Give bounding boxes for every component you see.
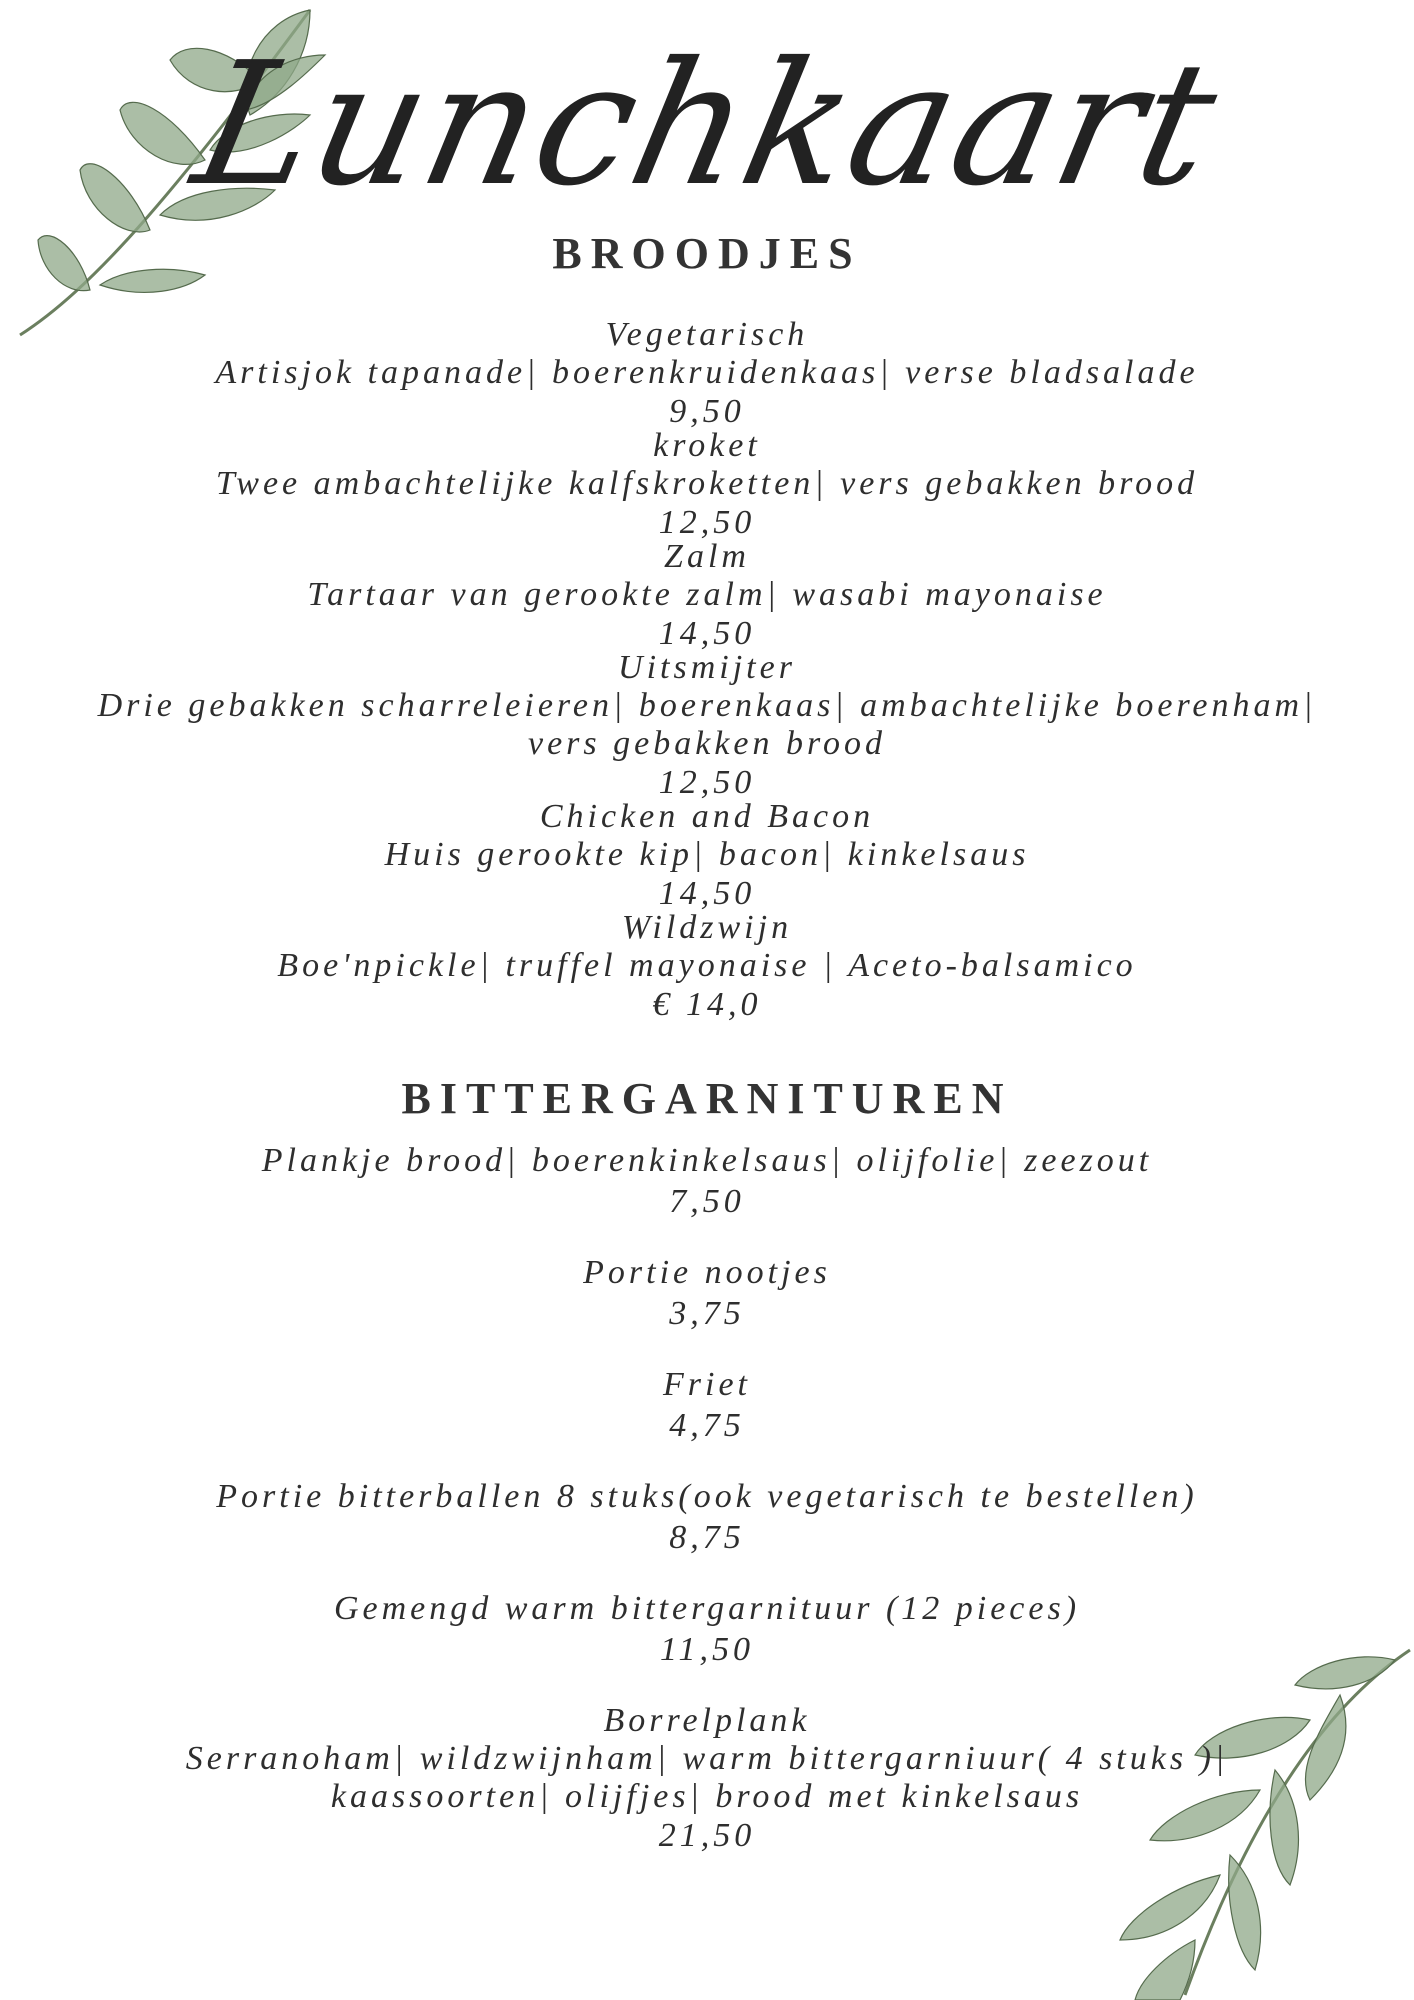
- item-name: Portie nootjes: [583, 1254, 831, 1291]
- item-price: 4,75: [669, 1407, 745, 1444]
- item-name: Uitsmijter: [618, 649, 796, 686]
- item-description-continued: vers gebakken brood: [528, 725, 886, 762]
- item-name: kroket: [653, 427, 761, 464]
- section-heading-broodjes: BROODJES: [552, 229, 862, 278]
- item-name: Gemengd warm bittergarnituur (12 pieces): [333, 1590, 1081, 1627]
- item-name: Chicken and Bacon: [539, 798, 875, 835]
- item-description: Serranoham| wildzwijnham| warm bittergarniuur( 4 stuks )|: [185, 1740, 1229, 1777]
- item-description: Huis gerookte kip| bacon| kinkelsaus: [384, 836, 1030, 873]
- item-price: 7,50: [669, 1183, 745, 1220]
- item-price: 3,75: [669, 1295, 745, 1332]
- item-description: Drie gebakken scharreleieren| boerenkaas| ambachtelijke boerenham|: [97, 687, 1317, 724]
- item-price: 12,50: [658, 504, 756, 541]
- item-price: 21,50: [658, 1817, 756, 1854]
- item-name: Wildzwijn: [621, 909, 793, 946]
- item-price: 14,50: [658, 875, 756, 912]
- item-price: 11,50: [660, 1631, 754, 1668]
- item-description-continued: kaassoorten| olijfjes| brood met kinkelsaus: [330, 1778, 1084, 1815]
- item-price: 9,50: [669, 393, 745, 430]
- item-description: Twee ambachtelijke kalfskroketten| vers gebakken brood: [215, 465, 1199, 502]
- item-price: 12,50: [658, 764, 756, 801]
- item-price: 8,75: [669, 1519, 745, 1556]
- item-name: Portie bitterballen 8 stuks(ook vegetarisch te bestellen): [216, 1478, 1198, 1515]
- item-description: Artisjok tapanade| boerenkruidenkaas| verse bladsalade: [215, 354, 1199, 391]
- item-name: Friet: [663, 1366, 751, 1403]
- section-heading-bittergarnituren: BITTERGARNITUREN: [401, 1074, 1013, 1123]
- item-name: Zalm: [664, 538, 750, 575]
- item-description: Boe'npickle| truffel mayonaise | Aceto-balsamico: [277, 947, 1137, 984]
- item-name: Borrelplank: [603, 1702, 811, 1739]
- menu-title: Lunchkaart: [180, 26, 1234, 224]
- item-name: Plankje brood| boerenkinkelsaus| olijfolie| zeezout: [261, 1142, 1153, 1179]
- item-price: 14,50: [658, 615, 756, 652]
- item-price: € 14,0: [652, 986, 762, 1023]
- item-description: Tartaar van gerookte zalm| wasabi mayonaise: [307, 576, 1107, 613]
- item-name: Vegetarisch: [605, 316, 809, 353]
